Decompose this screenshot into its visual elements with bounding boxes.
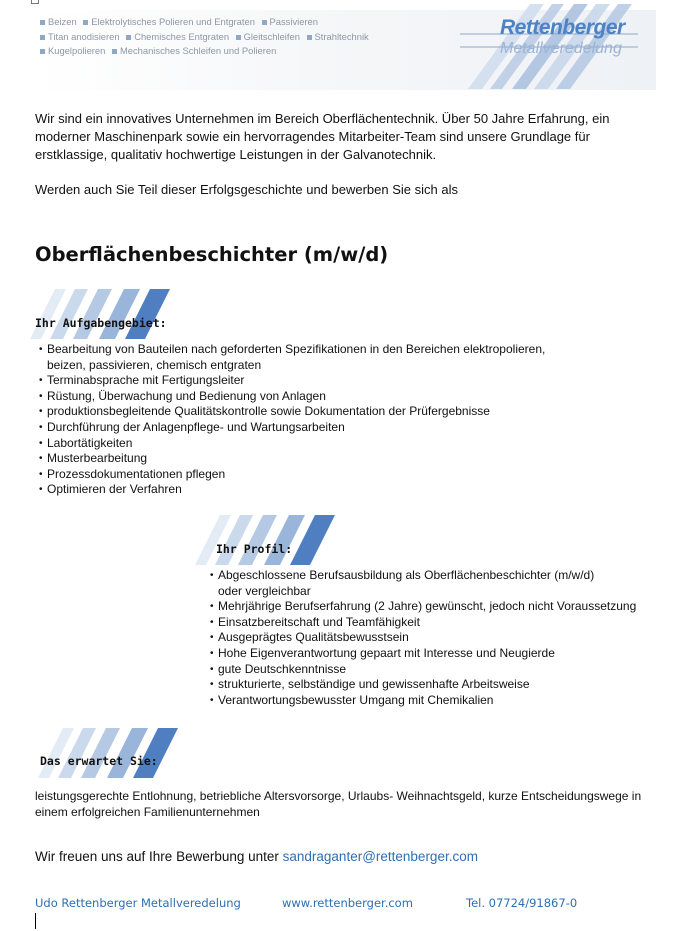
- list-item: [210, 662, 636, 678]
- cta-paragraph: Werden auch Sie Teil dieser Erfolgsgeschichte und bewerben Sie sich als: [35, 182, 458, 197]
- list-item-text: beizen, passivieren, chemisch entgraten: [47, 357, 262, 372]
- logo-subtitle: Metallveredelung: [500, 40, 622, 57]
- apply-line: [35, 849, 478, 864]
- service-item: Passivieren: [269, 16, 318, 27]
- service-item: Titan anodisieren: [48, 31, 120, 42]
- list-item-text: • Bearbeitung von Bauteilen nach geforderten Spezifikationen in den Bereichen elektropolieren,: [47, 342, 546, 356]
- list-item: [39, 342, 545, 373]
- offer-text: leistungsgerechte Entlohnung, betriebliche Altersvorsorge, Urlaubs- Weihnachtsgeld, kurze Entscheidungswege in einem erfolgreichen Familienunternehmen: [35, 789, 642, 819]
- list-item: [210, 615, 636, 631]
- list-item-text: • strukturierte, selbständige und gewissenhafte Arbeitsweise: [218, 677, 530, 692]
- job-title: Oberflächenbeschichter (m/w/d): [35, 243, 389, 266]
- list-item: [39, 467, 545, 483]
- bullet-square-icon: [83, 20, 88, 25]
- bullet-square-icon: [126, 35, 131, 40]
- service-line-1: [40, 16, 318, 27]
- list-item: [39, 404, 545, 420]
- footer-company: Udo Rettenberger Metallveredelung: [35, 896, 241, 910]
- list-item-text: • Terminabsprache mit Fertigungsleiter: [47, 373, 245, 388]
- list-item: [39, 389, 545, 405]
- apply-prefix: Wir freuen uns auf Ihre Bewerbung unter: [35, 849, 283, 864]
- service-item: Beizen: [48, 16, 77, 27]
- list-item: [210, 693, 636, 709]
- list-item-text: • Abgeschlossene Berufsausbildung als Oberflächenbeschichter (m/w/d): [218, 568, 595, 582]
- list-item-text: • Rüstung, Überwachung und Bedienung von Anlagen: [47, 388, 326, 403]
- bullet-square-icon: [262, 20, 267, 25]
- list-item-text: • Mehrjährige Berufserfahrung (2 Jahre) gewünscht, jedoch nicht Voraussetzung: [218, 599, 637, 614]
- list-item-text: oder vergleichbar: [218, 583, 311, 598]
- service-item: Elektrolytisches Polieren und Entgraten: [91, 16, 255, 27]
- list-item-text: • Hohe Eigenverantwortung gepaart mit Interesse und Neugierde: [218, 645, 555, 660]
- list-item: [39, 373, 545, 389]
- list-item: [39, 420, 545, 436]
- list-item-text: • Durchführung der Anlagenpflege- und Wartungsarbeiten: [47, 419, 345, 434]
- list-item: [210, 677, 636, 693]
- footer-website-link[interactable]: www.rettenberger.com: [282, 896, 413, 910]
- profile-list: [210, 568, 636, 708]
- footer-phone: Tel. 07724/91867-0: [466, 896, 578, 910]
- section-stripes-icon: [30, 289, 175, 341]
- list-item-text: • Labortätigkeiten: [47, 435, 133, 450]
- service-line-3: [40, 45, 276, 56]
- list-item-text: • Musterbearbeitung: [47, 451, 148, 466]
- service-item: Kugelpolieren: [48, 45, 106, 56]
- text-cursor: [35, 913, 36, 929]
- bullet-square-icon: [307, 35, 312, 40]
- tasks-list: [39, 342, 545, 498]
- bullet-square-icon: [112, 49, 117, 54]
- profile-heading: Ihr Profil:: [216, 542, 293, 556]
- bullet-square-icon: [40, 49, 45, 54]
- list-item-text: • Optimieren der Verfahren: [47, 482, 182, 497]
- list-item-text: • Einsatzbereitschaft und Teamfähigkeit: [218, 614, 420, 629]
- section-stripes-icon: [195, 515, 340, 567]
- list-item: [210, 568, 636, 599]
- page-corner-mark: [31, 0, 39, 4]
- service-line-2: [40, 31, 369, 42]
- bullet-square-icon: [40, 35, 45, 40]
- tasks-heading: Ihr Aufgabengebiet:: [35, 316, 167, 330]
- list-item-text: • Prozessdokumentationen pflegen: [47, 466, 226, 481]
- service-item: Gleitschleifen: [243, 31, 300, 42]
- list-item: [39, 436, 545, 452]
- email-link[interactable]: sandraganter@rettenberger.com: [282, 849, 478, 864]
- service-item: Mechanisches Schleifen und Polieren: [119, 45, 277, 56]
- list-item-text: • Ausgeprägtes Qualitätsbewusstsein: [218, 630, 409, 645]
- service-item: Chemisches Entgraten: [134, 31, 230, 42]
- list-item: [210, 630, 636, 646]
- list-item: [39, 451, 545, 467]
- logo-name: Rettenberger: [500, 16, 625, 39]
- list-item: [39, 482, 545, 498]
- list-item-text: • Verantwortungsbewusster Umgang mit Chemikalien: [218, 692, 494, 707]
- list-item: [210, 599, 636, 615]
- offer-heading: Das erwartet Sie:: [40, 754, 158, 768]
- list-item: [210, 646, 636, 662]
- list-item-text: • gute Deutschkenntnisse: [218, 661, 347, 676]
- service-item: Strahltechnik: [314, 31, 369, 42]
- list-item-text: • produktionsbegleitende Qualitätskontrolle sowie Dokumentation der Prüfergebnisse: [47, 404, 490, 419]
- intro-paragraph: Wir sind ein innovatives Unternehmen im Bereich Oberflächentechnik. Über 50 Jahre Erfahrung, ein moderner Maschinenpark sowie ein hervorragendes Mitarbeiter-Team sind unsere Grundlage für erstklassige, qualitativ hochwertige Leistungen in der Galvanotechnik.: [35, 111, 610, 162]
- bullet-square-icon: [40, 20, 45, 25]
- bullet-square-icon: [236, 35, 241, 40]
